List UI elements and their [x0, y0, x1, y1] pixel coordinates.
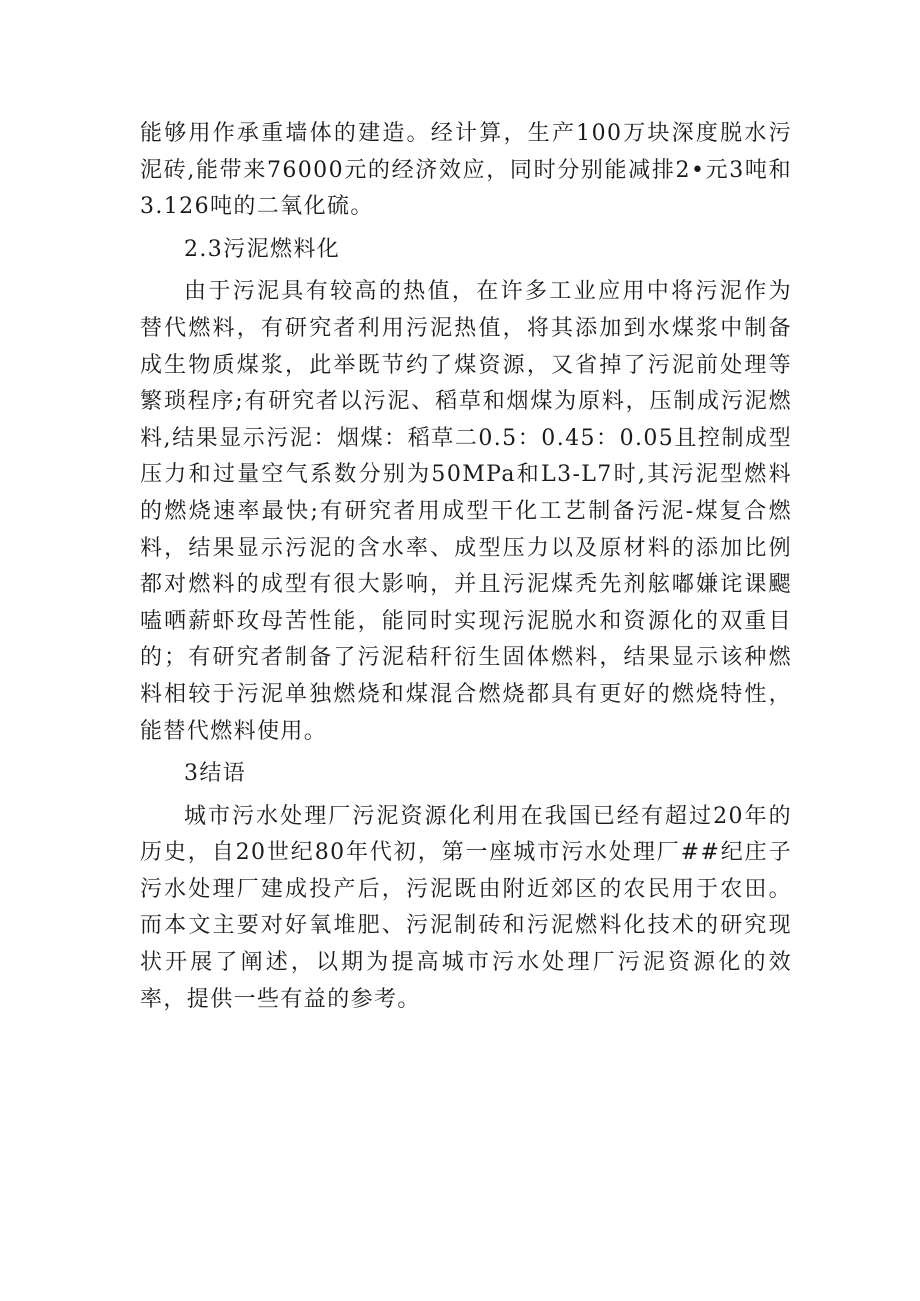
- paragraph-sludge-fuel: 由于污泥具有较高的热值，在许多工业应用中将污泥作为替代燃料，有研究者利用污泥热值，将其添加到水煤浆中制备成生物质煤浆，此举既节约了煤资源，又省掉了污泥前处理等繁琐程序;有研究者以污泥、稻草和烟煤为原料，压制成污泥燃料,结果显示污泥：烟煤：稻草二0.5：0.45：0.05且控制成型压力和过量空气系数分别为50MPa和L3-L7时,其污泥型燃料的燃烧速率最快;有研究者用成型干化工艺制备污泥-煤复合燃料，结果显示污泥的含水率、成型压力以及原材料的添加比例都对燃料的成型有很大影响，并且污泥煤秃先剂舷嘟嫌诧课颸嗑哂薪虾玫母苦性能，能同时实现污泥脱水和资源化的双重目的；有研究者制备了污泥秸秆衍生固体燃料，结果显示该种燃料相较于污泥单独燃烧和煤混合燃烧都具有更好的燃烧特性，能替代燃料使用。: [140, 279, 792, 744]
- paragraph-continuation: 能够用作承重墙体的建造。经计算，生产100万块深度脱水污泥砖,能带来76000元的经济效应，同时分别能减排2•元3吨和3.126吨的二氧化硫。: [140, 121, 792, 220]
- section-heading-2-3: 2.3污泥燃料化: [184, 236, 341, 262]
- paragraph-conclusion: 城市污水处理厂污泥资源化利用在我国已经有超过20年的历史，自20世纪80年代初，第一座城市污水处理厂##纪庄子污水处理厂建成投产后，污泥既由附近郊区的农民用于农田。而本文主要对好氧堆肥、污泥制砖和污泥燃料化技术的研究现状开展了阐述，以期为提高城市污水处理厂污泥资源化的效率，提供一些有益的参考。: [140, 803, 792, 1012]
- document-body: [140, 116, 792, 1018]
- section-heading-3: 3结语: [184, 761, 247, 787]
